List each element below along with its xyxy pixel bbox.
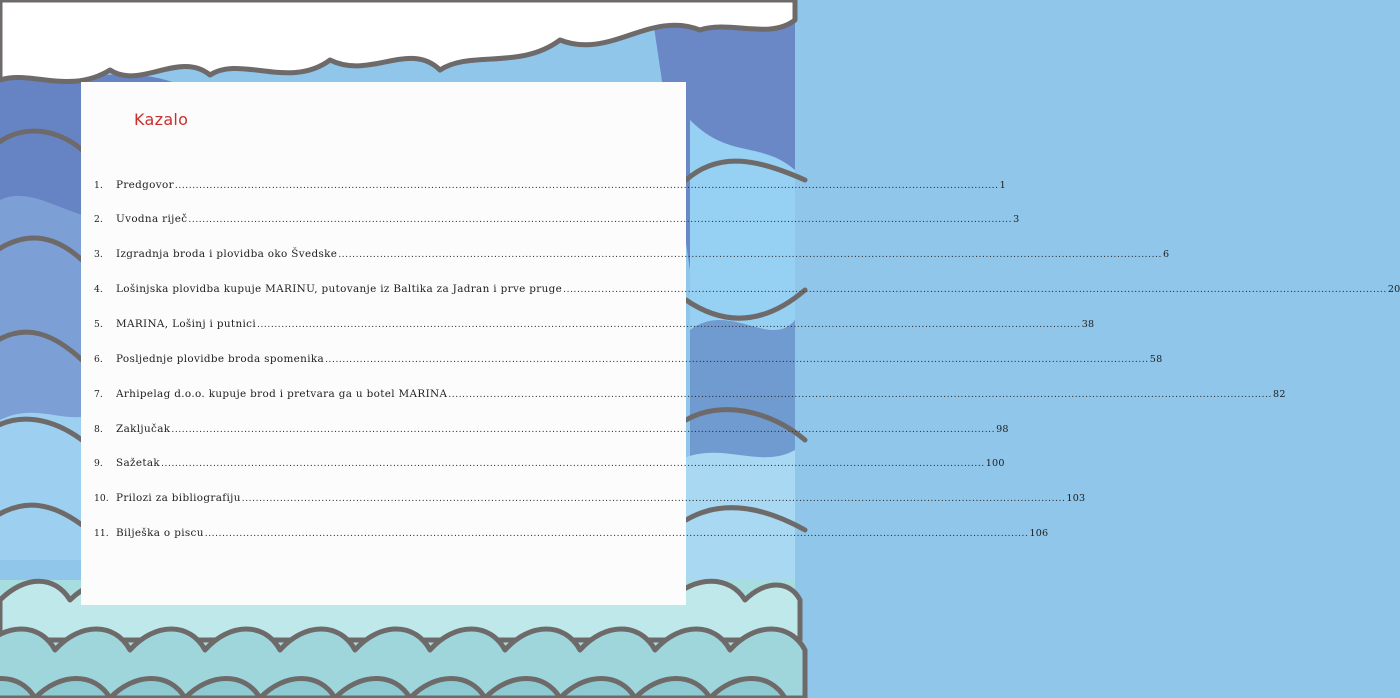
- toc-entry-title: MARINA, Lošinj i putnici: [116, 318, 257, 330]
- toc-leader-dots: ..............................................................................................................................................................................................................................................: [171, 425, 996, 435]
- toc-entry-number: 1.: [94, 180, 103, 191]
- toc-entry-number: 10.: [94, 493, 109, 504]
- toc-entry-page: 100: [985, 458, 1005, 469]
- toc-entry-page: 58: [1149, 354, 1163, 365]
- toc-entry-title: Lošinjska plovidba kupuje MARINU, putovanje iz Baltika za Jadran i prve pruge: [116, 283, 563, 295]
- toc-entry-page: 3: [1013, 214, 1020, 225]
- toc-entry-number: 11.: [94, 528, 109, 539]
- toc-entry[interactable]: [94, 213, 1020, 231]
- toc-entry[interactable]: [94, 248, 1170, 266]
- toc-entry[interactable]: [94, 353, 1163, 371]
- toc-entry[interactable]: [94, 179, 1006, 197]
- toc-entry-number: 9.: [94, 458, 103, 469]
- toc-leader-dots: ..............................................................................................................................................................................................................................................: [448, 390, 1273, 400]
- toc-entry-page: 20: [1387, 284, 1400, 295]
- toc-leader-dots: ..............................................................................................................................................................................................................................................: [338, 250, 1162, 260]
- toc-entry-number: 5.: [94, 319, 103, 330]
- toc-entry-number: 4.: [94, 284, 103, 295]
- toc-entry-title: Bilješka o piscu: [116, 527, 204, 539]
- toc-entry-title: Uvodna riječ: [116, 213, 188, 225]
- toc-entry-page: 98: [996, 424, 1009, 435]
- toc-entry-title: Posljednje plovidbe broda spomenika: [116, 353, 325, 365]
- toc-entry[interactable]: [94, 318, 1095, 336]
- toc-leader-dots: ..............................................................................................................................................................................................................................................: [325, 355, 1149, 365]
- toc-entry[interactable]: [94, 527, 1049, 545]
- toc-leader-dots: ..............................................................................................................................................................................................................................................: [204, 529, 1029, 539]
- toc-entry[interactable]: [94, 388, 1286, 406]
- toc-entry[interactable]: [94, 457, 1005, 475]
- toc-entry-number: 7.: [94, 389, 103, 400]
- toc-entry-title: Zaključak: [116, 423, 171, 435]
- toc-leader-dots: ..............................................................................................................................................................................................................................................: [161, 459, 985, 469]
- toc-entry-title: Sažetak: [116, 457, 161, 469]
- toc-entry-number: 8.: [94, 424, 103, 435]
- toc-leader-dots: ..............................................................................................................................................................................................................................................: [241, 494, 1066, 504]
- toc-entry-page: 103: [1066, 493, 1086, 504]
- toc-leader-dots: ..............................................................................................................................................................................................................................................: [174, 181, 999, 191]
- toc-entry-page: 1: [999, 180, 1006, 191]
- toc-entry-title: Izgradnja broda i plovidba oko Švedske: [116, 248, 338, 260]
- toc-entry-number: 6.: [94, 354, 103, 365]
- toc-entry-page: 82: [1273, 389, 1286, 400]
- toc-entry[interactable]: [94, 283, 1400, 301]
- toc-entry-title: Predgovor: [116, 179, 174, 191]
- toc-entry[interactable]: [94, 423, 1009, 441]
- toc-entry-number: 2.: [94, 214, 103, 225]
- toc-entry-title: Prilozi za bibliografiju: [116, 492, 241, 504]
- toc-panel: [81, 82, 1400, 605]
- toc-leader-dots: ..............................................................................................................................................................................................................................................: [188, 215, 1013, 225]
- toc-entry-page: 6: [1163, 249, 1170, 260]
- toc-entry-number: 3.: [94, 249, 103, 260]
- toc-entry-title: Arhipelag d.o.o. kupuje brod i pretvara ga u botel MARINA: [116, 388, 448, 400]
- toc-leader-dots: ..............................................................................................................................................................................................................................................: [563, 285, 1387, 295]
- toc-leader-dots: ..............................................................................................................................................................................................................................................: [257, 320, 1081, 330]
- toc-entry-page: 106: [1029, 528, 1049, 539]
- toc-entry-page: 38: [1081, 319, 1095, 330]
- toc-title: Kazalo: [134, 110, 189, 129]
- toc-entry[interactable]: [94, 492, 1086, 510]
